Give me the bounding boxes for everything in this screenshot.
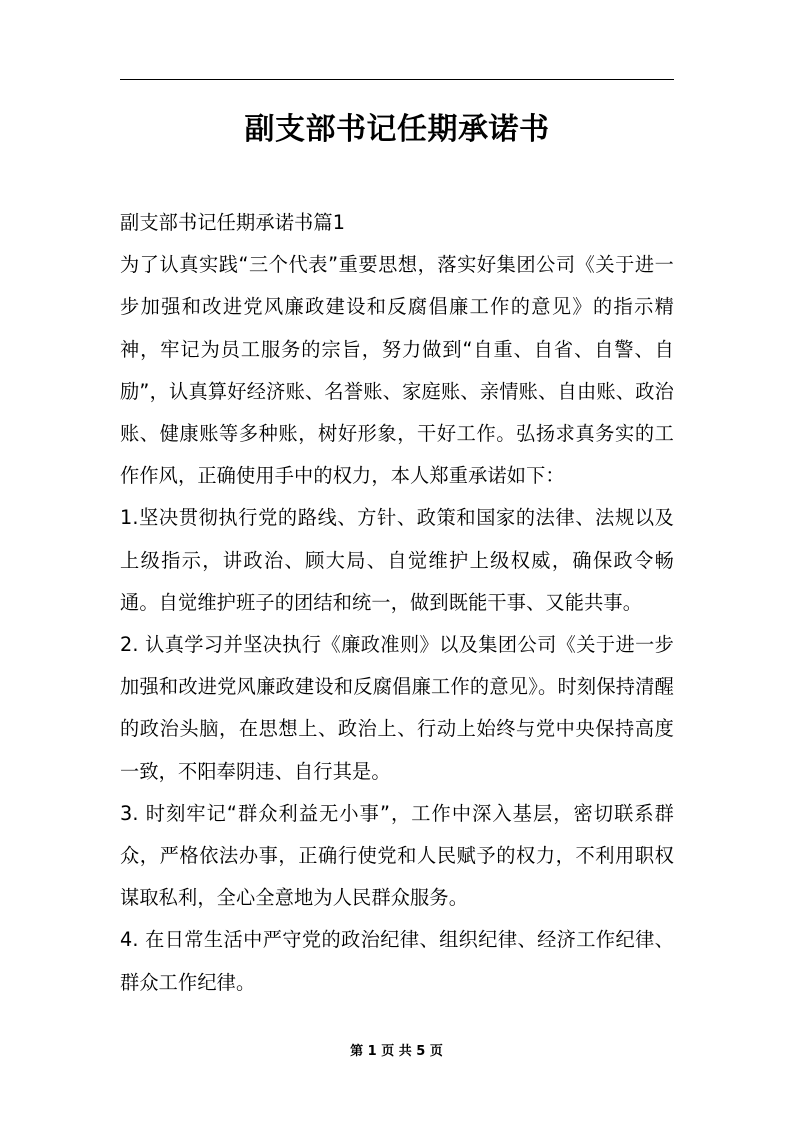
header-rule (120, 79, 674, 80)
commitment-item-2: 2. 认真学习并坚决执行《廉政准则》以及集团公司《关于进一步加强和改进党风廉政建设和反腐倡廉工作的意见》。时刻保持清醒的政治头脑，在思想上、政治上、行动上始终与党中央保持高度一致，不阳奉阴违、自行其是。 (120, 633, 674, 783)
commitment-item-4: 4. 在日常生活中严守党的政治纪律、组织纪律、经济工作纪律、群众工作纪律。 (120, 928, 674, 994)
document-body (120, 202, 674, 1004)
page-number: 第 1 页 共 5 页 (350, 1044, 443, 1059)
commitment-item-3: 3. 时刻牢记“群众利益无小事”，工作中深入基层，密切联系群众，严格依法办事，正确行使党和人民赋予的权力，不利用职权谋取私利，全心全意地为人民群众服务。 (120, 801, 674, 910)
document-title: 副支部书记任期承诺书 (244, 112, 550, 147)
section-heading: 副支部书记任期承诺书篇1 (120, 211, 346, 234)
commitment-item-1: 1.坚决贯彻执行党的路线、方针、政策和国家的法律、法规以及上级指示，讲政治、顾大局、自觉维护上级权威，确保政令畅通。自觉维护班子的团结和统一，做到既能干事、又能共事。 (120, 506, 674, 614)
intro-paragraph: 为了认真实践“三个代表”重要思想，落实好集团公司《关于进一步加强和改进党风廉政建设和反腐倡廉工作的意见》的指示精神，牢记为员工服务的宗旨，努力做到“自重、自省、自警、自励”，认真算好经济账、名誉账、家庭账、亲情账、自由账、政治账、健康账等多种账，树好形象，干好工作。弘扬求真务实的工作作风，正确使用手中的权力，本人郑重承诺如下： (120, 253, 674, 488)
